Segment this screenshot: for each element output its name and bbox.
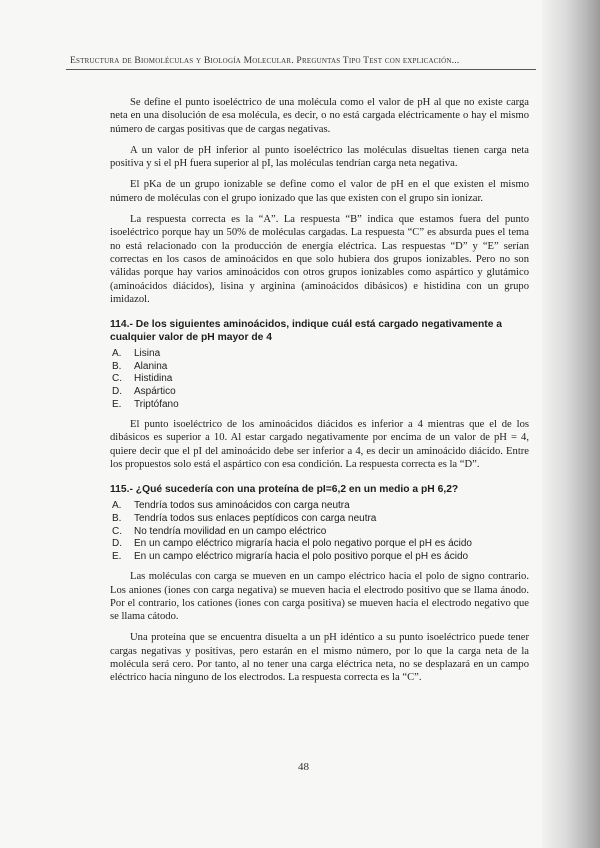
question-115-text: ¿Qué sucedería con una proteína de pI=6,2 en un medio a pH 6,2?: [135, 484, 459, 496]
option-114-d: D. Aspártico: [112, 385, 176, 397]
option-115-b: B. Tendría todos sus enlaces peptídicos con carga neutra: [112, 512, 377, 524]
option-114-a: A. Lisina: [112, 348, 161, 360]
intro-paragraph-4: La respuesta correcta es la “A”. La respuesta “B” indica que estamos fuera del punto isoeléctrico porque hay un 50% de moléculas cargadas. La respuesta “C” es absurda pues el tema no está relacionado con la producción de energía eléctrica. Las respuestas “D” y “E” serían correctas en los casos de aminoácidos en que solo hubiera dos grupos ionizables. Pero no son válidas porque hay varios aminoácidos con otros grupos ionizables como aspártico y glutámico (aminoácidos diácidos), lisina y arginina (aminoácidos dibásicos) e histidina con un grupo imidazol.: [110, 214, 529, 305]
intro-paragraph-2: A un valor de pH inferior al punto isoeléctrico las moléculas disueltas tienen carga neta positiva y si el pH fuera superior al pI, las moléculas tendrían carga neta negativa.: [110, 144, 529, 170]
option-115-c: C. No tendría movilidad en un campo eléctrico: [112, 525, 327, 537]
explanation-115-paragraph-2: Una proteína que se encuentra disuelta a un pH idéntico a su punto isoeléctrico puede tener cargas negativas y positivas, pero estarán en el mismo número, por lo que la carga neta de la molécula será cero. Por tanto, al no tener una carga eléctrica neta, no se desplazará en un campo eléctrico hacia ninguno de los electrodos. La respuesta correcta es la “C”.: [110, 632, 529, 684]
question-115: [110, 483, 529, 496]
question-114-text: De los siguientes aminoácidos, indique cuál está cargado negativamente a cualquier valor de pH mayor de 4: [110, 319, 503, 344]
question-114: [110, 318, 529, 344]
intro-paragraph-3: El pKa de un grupo ionizable se define como el valor de pH en el que existen el mismo número de moléculas con el grupo ionizado que las que existen con el grupo sin ionizar.: [110, 179, 529, 204]
question-114-number: 114.-: [110, 319, 133, 331]
option-115-d: D. En un campo eléctrico migraría hacia el polo negativo porque el pH es ácido: [112, 538, 472, 550]
question-114-options: [110, 348, 529, 411]
running-header: Estructura de Biomoléculas y Biología Molecular. Preguntas Tipo Test con explicación...: [70, 55, 460, 66]
option-114-b: B. Alanina: [112, 360, 168, 372]
question-115-options: [110, 500, 529, 563]
option-114-e: E. Triptófano: [112, 398, 179, 410]
option-114-c: C. Histidina: [112, 373, 173, 385]
page-content: [110, 96, 529, 693]
option-115-e: E. En un campo eléctrico migraría hacia el polo positivo porque el pH es ácido: [112, 550, 469, 562]
intro-paragraph-1: Se define el punto isoeléctrico de una molécula como el valor de pH al que no existe carga neta en una disolución de esa molécula, es decir, o no está cargada eléctricamente o hay el mismo número de cargas positivas que de cargas negativas.: [110, 97, 529, 135]
explanation-114: El punto isoeléctrico de los aminoácidos diácidos es inferior a 4 mientras que el de los dibásicos es superior a 10. Al estar cargado negativamente por encima de un valor de pH = 4, quiere decir que el pI del aminoácido debe ser inferior a 4, es decir un aminoácido diácido. Entre los propuestos solo está el aspártico con esa condición. La respuesta correcta es la “D”.: [110, 419, 529, 471]
page-number: 48: [298, 761, 309, 773]
page-binding-shadow: [542, 0, 600, 848]
header-rule: [66, 69, 536, 70]
explanation-115-paragraph-1: Las moléculas con carga se mueven en un campo eléctrico hacia el polo de signo contrario. Los aniones (iones con carga negativa) se mueven hacia el electrodo positivo que se llama ánodo. Por el contrario, los cationes (iones con carga positiva) se mueven hacia el electrodo negativo que se llama cátodo.: [110, 571, 529, 623]
option-115-a: A. Tendría todos sus aminoácidos con carga neutra: [112, 500, 350, 512]
question-115-number: 115.-: [110, 484, 133, 496]
